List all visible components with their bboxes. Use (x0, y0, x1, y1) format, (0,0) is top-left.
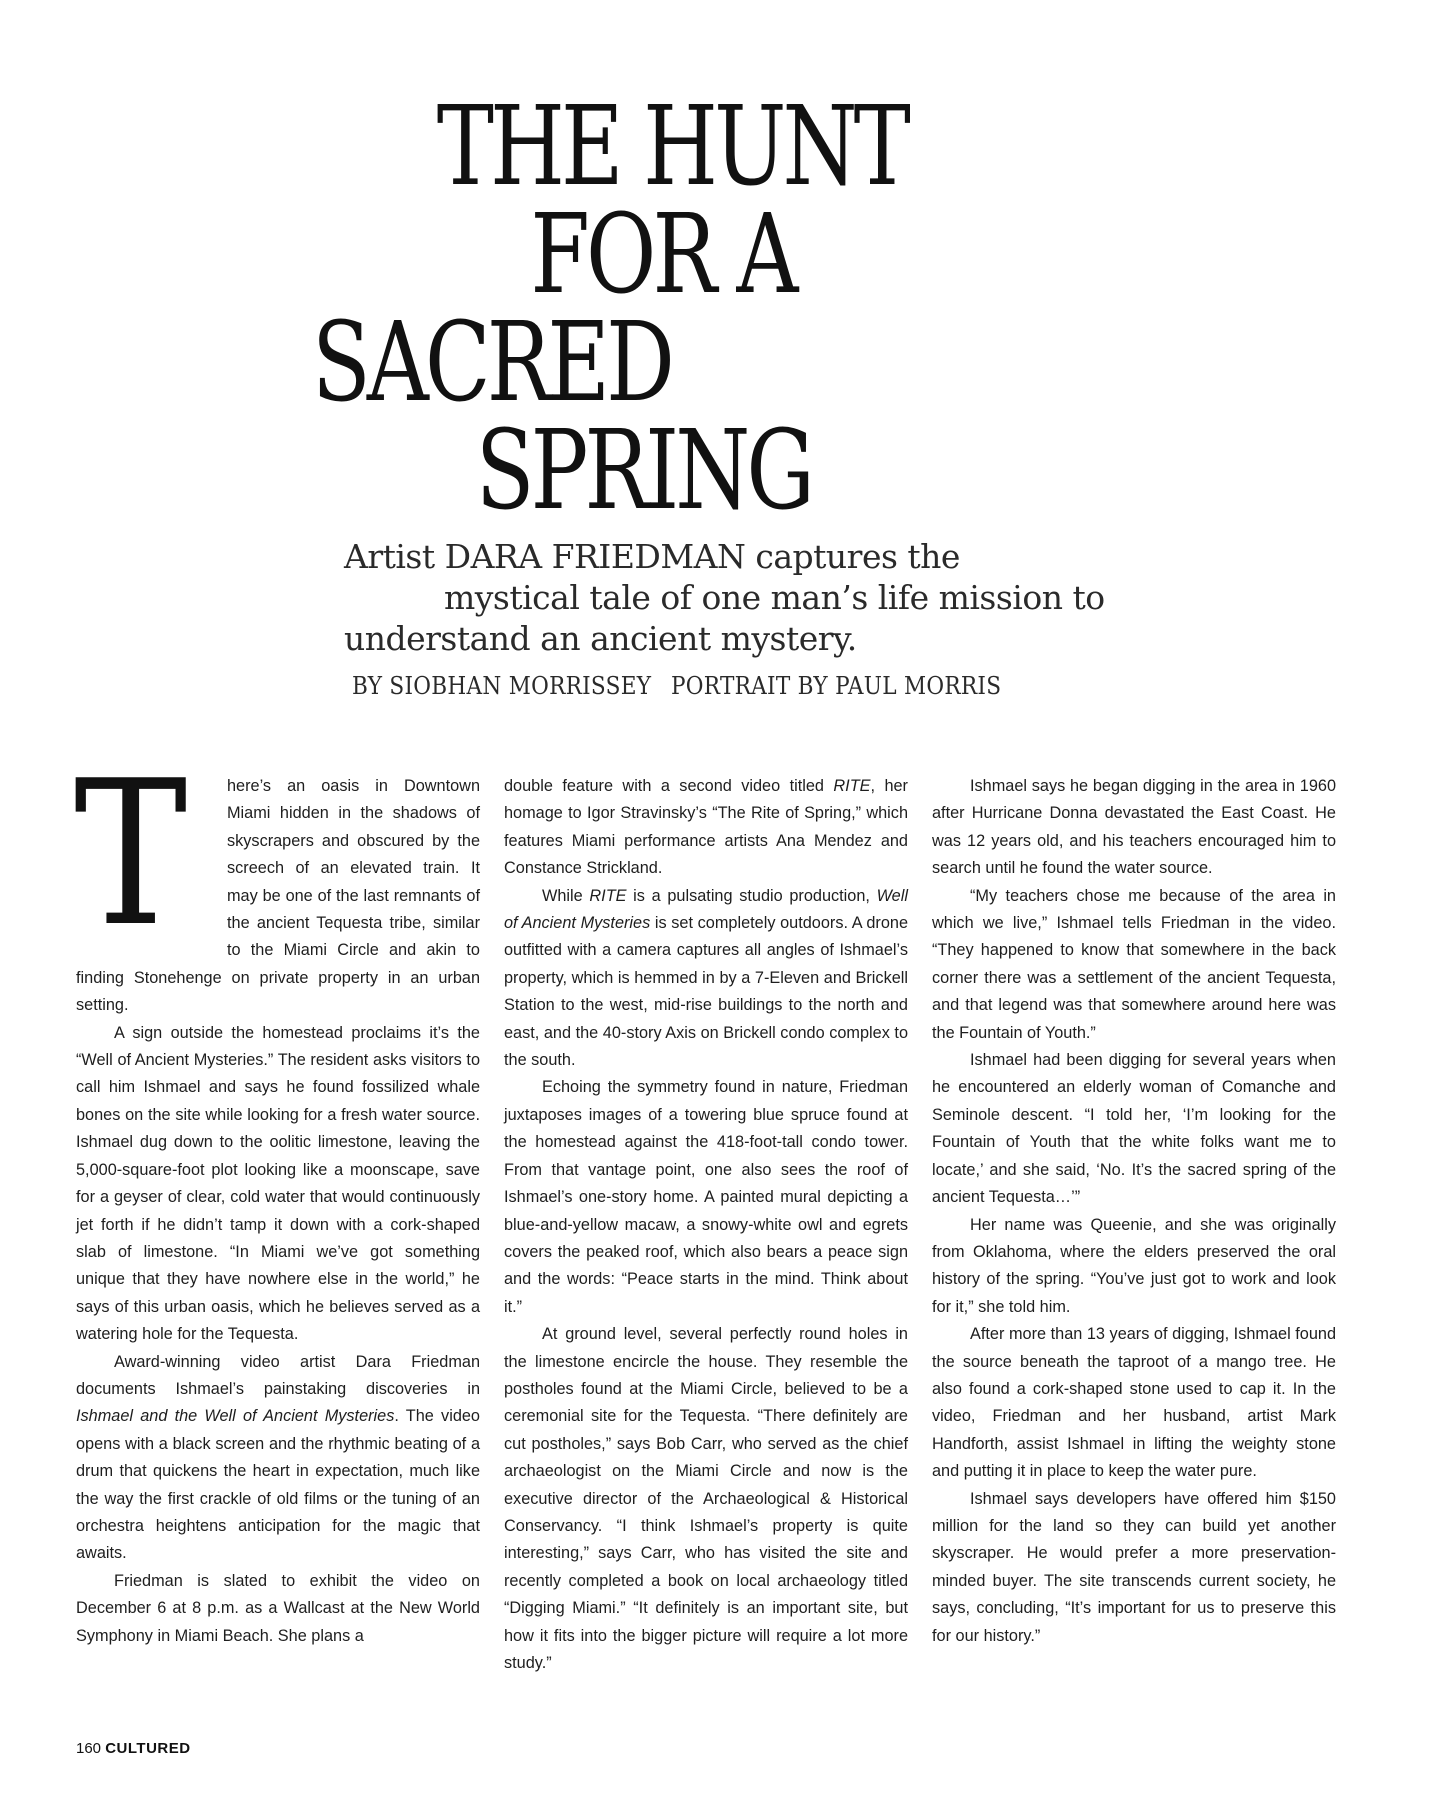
text-run: Award-winning video artist Dara Friedman documents Ishmael’s painstaking discoveries in (76, 1352, 480, 1398)
text-run: , her homage to Igor Stravinsky’s “The Rite of Spring,” which features Miami performance artists Ana Mendez and Constance Strickland. (504, 777, 908, 878)
text-run: . The video opens with a black screen and the rhythmic beating of a drum that quickens the heart in expectation, much like the way the first crackle of old films or the tuning of an orchestra heightens anticipation for the magic that awaits. (76, 1407, 480, 1563)
headline-line-1: THE HUNT (436, 82, 907, 210)
byline (352, 672, 1014, 700)
italic-title: Ishmael and the Well of Ancient Mysteries (76, 1407, 395, 1426)
paragraph: Echoing the symmetry found in nature, Friedman juxtaposes images of a towering blue spruce found at the homestead against the 418-foot-tall condo tower. From that vantage point, one also sees the roof of Ishmael’s one-story home. A painted mural depicting a blue-and-yellow macaw, a snowy-white owl and egrets covers the peaked roof, which also bears a peace sign and the words: “Peace starts in the mind. Think about it.” (504, 1078, 908, 1316)
headline-line-2: FOR A (530, 190, 795, 318)
paragraph: At ground level, several perfectly round holes in the limestone encircle the house. They resemble the postholes found at the Miami Circle, believed to be a ceremonial site for the Tequesta. “There definitely are cut postholes,” says Bob Carr, who served as the chief archaeologist on the Miami Circle and now is the executive director of the Archaeological & Historical Conservancy. “I think Ishmael’s property is quite interesting,” says Carr, who has visited the site and recently completed a book on local archaeology titled “Digging Miami.” “It definitely is an important site, but how it fits into the bigger picture will require a lot more study.” (504, 1325, 908, 1672)
headline (0, 82, 1126, 534)
paragraph: Her name was Queenie, and she was originally from Oklahoma, where the elders preserved the oral history of the spring. “You’ve just got to work and look for it,” she told him. (932, 1215, 1336, 1316)
article-column-1 (74, 738, 480, 1650)
dek (344, 536, 1144, 659)
magazine-name: CULTURED (105, 1740, 191, 1757)
text-run: double feature with a second video titled (504, 777, 834, 795)
paragraph: A sign outside the homestead proclaims it’s the “Well of Ancient Mysteries.” The resident asks visitors to call him Ishmael and says he found fossilized whale bones on the site while looking for a fresh water source. Ishmael dug down to the oolitic limestone, leaving the 5,000-square-foot plot looking like a moonscape, save for a geyser of clear, cold water that would continuously jet forth if he didn’t tamp it down with a cork-shaped slab of limestone. “In Miami we’ve got something unique that they have nowhere else in the world,” he says of this urban oasis, which he believes served as a watering hole for the Tequesta. (76, 1023, 480, 1344)
dek-line-1: Artist DARA FRIEDMAN captures the (344, 537, 960, 576)
paragraph: Ishmael says developers have offered him $150 million for the land so they can build yet another skyscraper. He would prefer a more preservation-minded buyer. The site transcends current society, he says, concluding, “It’s important for us to preserve this for our history.” (932, 1489, 1336, 1645)
paragraph: “My teachers chose me because of the area in which we live,” Ishmael tells Friedman in the video. “They happened to know that somewhere in the back corner there was a settlement of the ancient Tequesta, and that legend was that somewhere around here was the Fountain of Youth.” (932, 886, 1336, 1042)
text-run: is a pulsating studio production, (626, 886, 877, 905)
page-footer (76, 1740, 191, 1757)
paragraph (504, 773, 908, 883)
italic-title: Well of Ancient Mysteries (504, 886, 908, 933)
paragraph: here’s an oasis in Downtown Miami hidden in the shadows of skyscrapers and obscured by the screech of an elevated train. It may be one of the last remnants of the ancient Tequesta tribe, similar to the Miami Circle and akin to finding Stonehenge on private property in an urban setting. (76, 777, 480, 1015)
dek-line-2: mystical tale of one man’s life mission to (444, 578, 1105, 617)
text-run: is set completely outdoors. A drone outfitted with a camera captures all angles of Ishmael’s property, which is hemmed in by a 7-Eleven and Brickell Station to the west, mid-rise buildings to the north and east, and the 40-story Axis on Brickell condo complex to the south. (504, 914, 908, 1070)
article-column-3 (932, 773, 1336, 1650)
italic-title: RITE (833, 777, 871, 795)
article-column-2 (504, 773, 908, 1677)
page-number: 160 (76, 1740, 102, 1757)
paragraph (76, 1349, 480, 1568)
headline-line-3: SACRED (312, 298, 672, 426)
paragraph: Ishmael had been digging for several years when he encountered an elderly woman of Comanche and Seminole descent. “I told her, ‘I’m looking for the Fountain of Youth that the white folks want me to locate,’ and she said, ‘No. It’s the sacred spring of the ancient Tequesta…’” (932, 1051, 1336, 1207)
drop-cap: T (74, 738, 188, 971)
text-run: While (542, 886, 590, 905)
paragraph: Ishmael says he began digging in the area in 1960 after Hurricane Donna devastated the East Coast. He was 12 years old, and his teachers encouraged him to search until he found the water source. (932, 777, 1336, 878)
dek-line-3: understand an ancient mystery. (344, 619, 857, 658)
paragraph: After more than 13 years of digging, Ishmael found the source beneath the taproot of a mango tree. He also found a cork-shaped stone used to cap it. In the video, Friedman and her husband, artist Mark Handforth, assist Ishmael in lifting the weighty stone and putting it in place to keep the water pure. (932, 1325, 1336, 1481)
headline-line-4: SPRING (475, 406, 812, 534)
paragraph (504, 883, 908, 1075)
paragraph: Friedman is slated to exhibit the video on December 6 at 8 p.m. as a Wallcast at the New World Symphony in Miami Beach. She plans a (76, 1571, 480, 1645)
byline-photo-credit: PORTRAIT BY PAUL MORRIS (671, 672, 1002, 700)
italic-title: RITE (589, 886, 627, 905)
byline-author: BY SIOBHAN MORRISSEY (352, 672, 652, 700)
